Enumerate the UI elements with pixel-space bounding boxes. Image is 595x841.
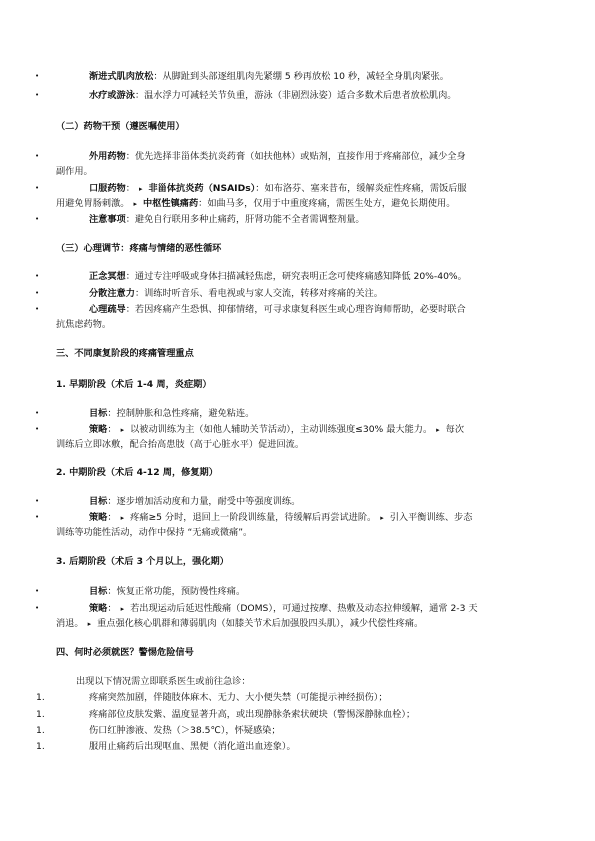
- relax-item-text: 从脚趾到头部逐组肌肉先紧绷 5 秒再放松 10 秒，减轻全身肌肉紧张。: [162, 71, 449, 82]
- bullet-dot: •: [35, 513, 40, 521]
- bullet-dot: •: [35, 72, 40, 80]
- mind-heading: （三）心理调节：疼痛与情绪的恶性循环: [56, 243, 222, 254]
- stage3-strategy-a: 若出现运动后延迟性酸痛（DOMS），可通过按摩、热敷及动态拉伸缓解，通常 2-3 天: [130, 603, 478, 614]
- stage1-strategy-cont: 训练后立即冰敷，配合抬高患肢（高于心脏水平）促进回流。: [56, 439, 305, 450]
- drug-external-cont: 副作用。: [56, 166, 93, 177]
- stage2-goal-label: 目标: [89, 496, 108, 507]
- stage2-strategy-cont: 训练等功能性活动，动作中保持 “无痛或微痛”。: [56, 527, 253, 538]
- relax-item-label: 渐进式肌肉放松: [89, 71, 154, 82]
- stage1-strategy-b: 每次: [445, 424, 465, 435]
- drug-note: [89, 215, 365, 224]
- warn-intro: 出现以下情况需立即联系医生或前往急诊：: [76, 676, 251, 687]
- stage3-goal-label: 目标: [89, 586, 108, 597]
- stage1-strategy-label: 策略: [89, 424, 108, 435]
- bullet-dot: •: [35, 305, 40, 313]
- mind-item-text: ：训练时听音乐、看电视或与家人交流，转移对疼痛的关注。: [134, 288, 383, 299]
- list-number: 1.: [36, 692, 45, 703]
- stage3-strategy-cont: [56, 619, 423, 628]
- stage1-title: 1. 早期阶段（术后 1-4 周，炎症期）: [56, 379, 212, 390]
- drug-note-label: 注意事项: [89, 214, 126, 225]
- mind-item-label: 正念冥想: [89, 271, 126, 282]
- mind-counsel-text: ：若因疼痛产生恐惧、抑郁情绪，可寻求康复科医生或心理咨询师帮助，必要时联合: [125, 304, 466, 315]
- stage1-strategy: 策略： ▸ 以被动训练为主（如他人辅助关节活动），主动训练强度≤30% 最大能力。 ▸ 每次: [89, 424, 465, 435]
- drug-external-label: 外用药物: [89, 151, 126, 162]
- mind-item-label: 分散注意力: [89, 288, 135, 299]
- triangle-bullet-icon: ▸: [380, 514, 384, 522]
- drug-oral-cont: [56, 199, 455, 208]
- triangle-bullet-icon: ▸: [87, 620, 92, 628]
- triangle-bullet-icon: ▸: [120, 514, 125, 522]
- bullet-dot: •: [35, 409, 40, 417]
- stage3-title: 3. 后期阶段（术后 3 个月以上，强化期）: [56, 556, 229, 567]
- drug-external-text: ：优先选择非甾体类抗炎药膏（如扶他林）或贴剂，直接作用于疼痛部位，减少全身: [125, 151, 466, 162]
- drug-oral: 口服药物： ▸ 非甾体抗炎药（NSAIDs）：如布洛芬、塞来昔布，缓解炎症性疼痛，需饭后服: [89, 183, 467, 194]
- drug-oral-text2: ：如曲马多，仅用于中重度疼痛，需医生处方，避免长期使用。: [198, 198, 456, 209]
- mind-item: [89, 289, 383, 298]
- bullet-dot: •: [35, 604, 40, 612]
- stage2-goal-text: ：逐步增加活动度和力量，耐受中等强度训练。: [107, 496, 301, 507]
- bullet-dot: •: [35, 587, 40, 595]
- stage3-strategy: 策略： ▸ 若出现运动后延迟性酸痛（DOMS），可通过按摩、热敷及动态拉伸缓解，通常 2-3 天: [89, 603, 478, 614]
- drug-oral-line2a: 用避免胃肠刺激。: [56, 198, 130, 209]
- mind-item-text: ：通过专注呼吸或身体扫描减轻焦虑，研究表明正念可使疼痛感知降低 20%-40%。: [125, 271, 467, 282]
- stage2-strategy-b: 引入平衡训练、步态: [389, 512, 473, 523]
- stage3-goal-text: ：恢复正常功能，预防慢性疼痛。: [107, 586, 246, 597]
- stage2-strategy: 策略： ▸ 疼痛≥5 分时，退回上一阶段训练量，待缓解后再尝试进阶。 ▸ 引入平衡训练、步态: [89, 512, 473, 523]
- bullet-dot: •: [35, 289, 40, 297]
- stage2-title: 2. 中期阶段（术后 4-12 周，修复期）: [56, 467, 218, 478]
- list-number: 1.: [36, 741, 45, 752]
- drug-oral-text1: ：如布洛芬、塞来昔布，缓解炎症性疼痛，需饭后服: [255, 183, 467, 194]
- stage1-goal-label: 目标: [89, 408, 108, 419]
- mind-counsel-label: 心理疏导: [89, 304, 126, 315]
- bullet-dot: •: [35, 152, 40, 160]
- mind-item: [89, 272, 467, 281]
- drug-oral-sub2: 中枢性镇痛药: [143, 198, 199, 209]
- warn-item: 服用止痛药后出现呕血、黑便（消化道出血迹象）。: [89, 741, 296, 752]
- warn-item: 疼痛突然加剧，伴随肢体麻木、无力、大小便失禁（可能提示神经损伤）；: [89, 692, 388, 703]
- bullet-dot: •: [35, 184, 40, 192]
- stage1-goal-text: ：控制肿胀和急性疼痛，避免粘连。: [107, 408, 255, 419]
- stage3-strategy-line2a: 消退。: [56, 618, 84, 629]
- triangle-bullet-icon: ▸: [436, 426, 440, 434]
- bullet-dot: •: [35, 425, 40, 433]
- stage3-strategy-line2b: 重点强化核心肌群和薄弱肌肉（如膝关节术后加强股四头肌），减少代偿性疼痛。: [97, 618, 424, 629]
- relax-item-label: 水疗或游泳: [89, 90, 135, 101]
- triangle-bullet-icon: ▸: [120, 426, 125, 434]
- list-number: 1.: [36, 725, 45, 736]
- drug-external: [89, 152, 466, 161]
- relax-item-text: 温水浮力可减轻关节负重，游泳（非剧烈泳姿）适合多数术后患者放松肌肉。: [144, 90, 457, 101]
- bullet-dot: •: [35, 272, 40, 280]
- bullet-dot: •: [35, 497, 40, 505]
- stage2-strategy-label: 策略: [89, 512, 108, 523]
- relax-item-colon: ：: [153, 71, 163, 82]
- triangle-bullet-icon: ▸: [138, 185, 143, 193]
- drug-oral-sub1: 非甾体抗炎药（NSAIDs）: [148, 183, 256, 194]
- list-number: 1.: [36, 709, 45, 720]
- stage1-strategy-a: 以被动训练为主（如他人辅助关节活动），主动训练强度≤30% 最大能力。: [130, 424, 433, 435]
- stage1-goal: [89, 409, 254, 418]
- stage2-strategy-a: 疼痛≥5 分时，退回上一阶段训练量，待缓解后再尝试进阶。: [130, 512, 377, 523]
- drug-oral-label: 口服药物: [89, 183, 126, 194]
- triangle-bullet-icon: ▸: [120, 605, 125, 613]
- mind-counsel-cont: 抗焦虑药物。: [56, 319, 112, 330]
- relax-item: [89, 91, 457, 100]
- triangle-bullet-icon: ▸: [133, 200, 138, 208]
- bullet-dot: •: [35, 215, 40, 223]
- warn-item: 伤口红肿渗液、发热（＞38.5℃），怀疑感染；: [89, 725, 281, 736]
- drug-note-text: ：避免自行联用多种止痛药，肝肾功能不全者需调整剂量。: [125, 214, 365, 225]
- drug-heading: （二）药物干预（遵医嘱使用）: [56, 121, 185, 132]
- mind-counsel: [89, 305, 466, 314]
- stage2-goal: [89, 497, 300, 506]
- stage3-strategy-label: 策略: [89, 603, 108, 614]
- warn-heading: 四、何时必须就医？警惕危险信号: [56, 647, 194, 658]
- stage-heading: 三、不同康复阶段的疼痛管理重点: [56, 348, 194, 359]
- relax-item: [89, 72, 449, 81]
- relax-item-colon: ：: [134, 90, 145, 101]
- warn-item: 疼痛部位皮肤发紫、温度显著升高，或出现静脉条索状硬块（警惕深静脉血栓）；: [89, 709, 416, 720]
- stage3-goal: [89, 587, 245, 596]
- bullet-dot: •: [35, 91, 40, 99]
